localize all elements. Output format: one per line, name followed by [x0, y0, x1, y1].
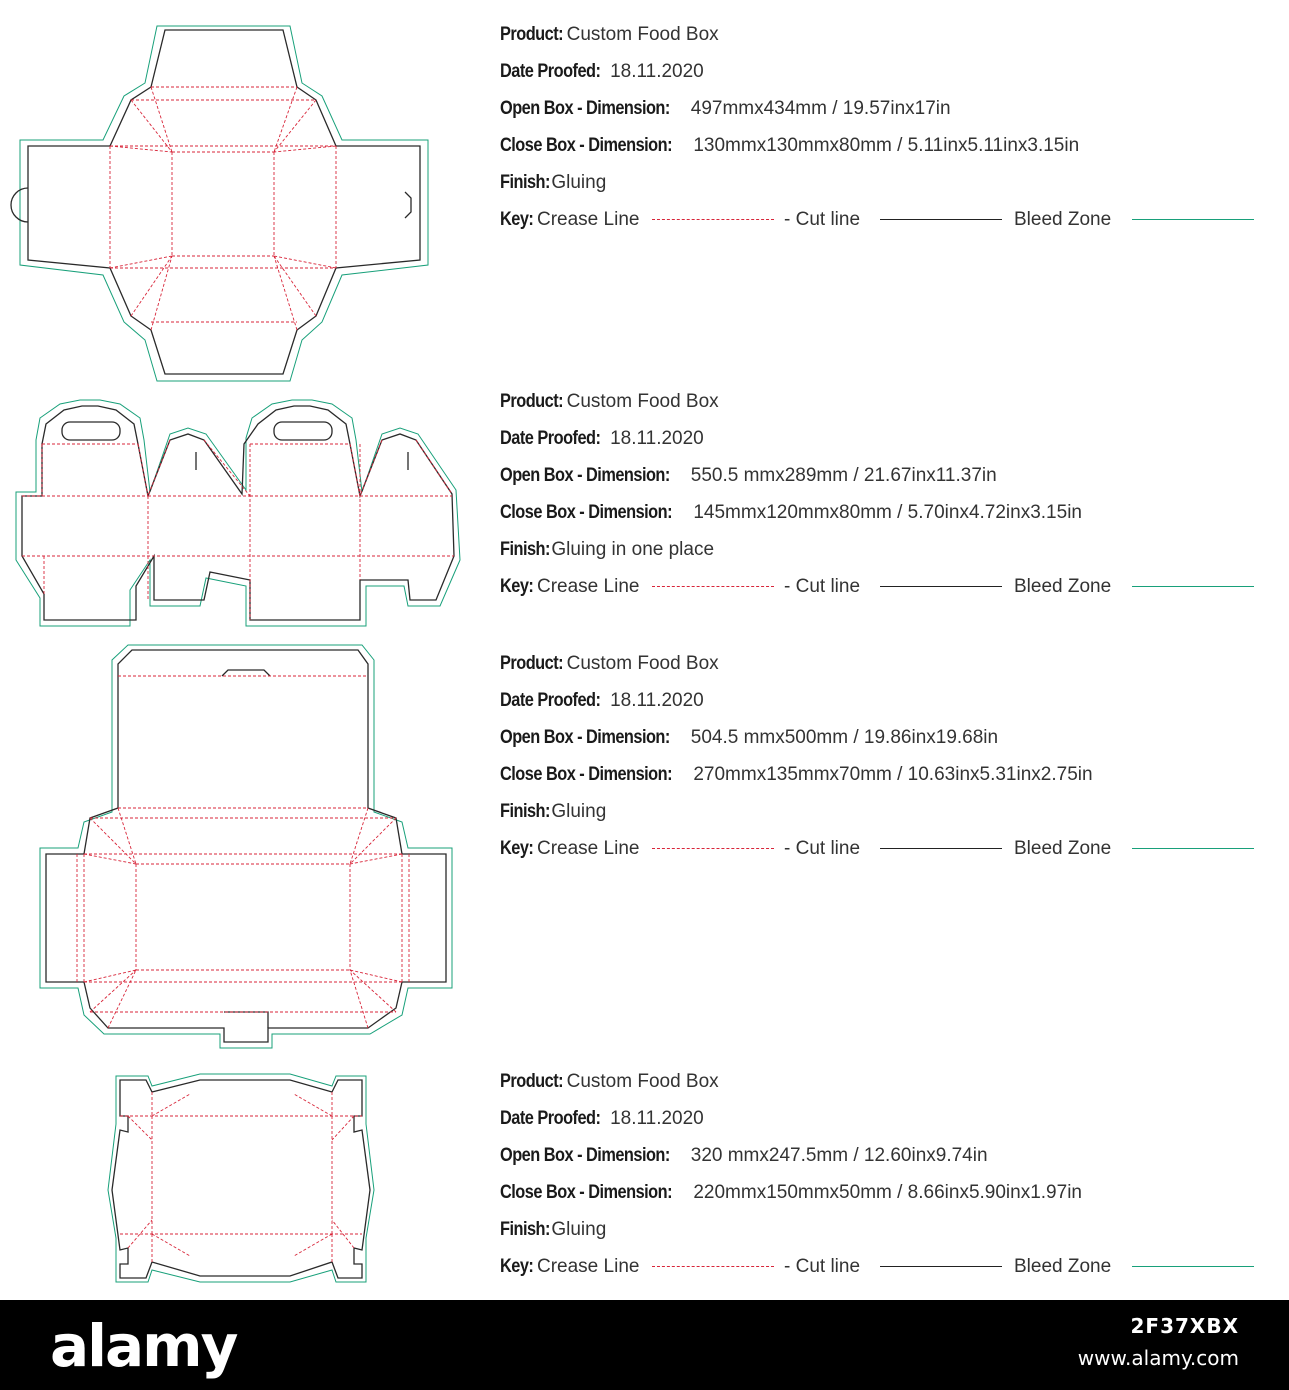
footer-bar — [0, 1300, 1289, 1390]
cut-line-label: - Cut line — [784, 209, 861, 230]
close-dimension-value: 270mmx135mmx70mm / 10.63inx5.31inx2.75in — [693, 764, 1093, 785]
finish-label: Finish: — [500, 1219, 550, 1240]
close-dimension-value: 220mmx150mmx50mm / 8.66inx5.90inx1.97in — [693, 1182, 1082, 1203]
product-row — [500, 16, 1280, 53]
image-id: 2F37XBX — [1130, 1314, 1239, 1338]
date-value: 18.11.2020 — [610, 690, 704, 711]
spec-block-3 — [500, 645, 1280, 867]
date-label: Date Proofed: — [500, 428, 601, 449]
footer-info — [1078, 1314, 1239, 1370]
open-dimension-label: Open Box - Dimension: — [500, 465, 670, 486]
product-label: Product: — [500, 1071, 564, 1092]
cut-line-label: - Cut line — [784, 838, 861, 859]
finish-value: Gluing in one place — [551, 539, 715, 560]
dieline-box-2 — [16, 400, 460, 626]
key-label: Key: — [500, 209, 534, 230]
finish-row — [500, 164, 1280, 201]
product-value: Custom Food Box — [566, 24, 719, 45]
site-link[interactable]: www.alamy.com — [1077, 1346, 1239, 1370]
bleed-zone-label: Bleed Zone — [1014, 1256, 1112, 1277]
date-label: Date Proofed: — [500, 690, 601, 711]
crease-line-sample — [652, 1266, 774, 1267]
crease-line-label: Crease Line — [537, 1256, 640, 1277]
close-dimension-value: 130mmx130mmx80mm / 5.11inx5.11inx3.15in — [693, 135, 1080, 156]
key-legend — [500, 201, 1280, 238]
open-dimension-row — [500, 719, 1280, 756]
close-dimension-row — [500, 127, 1280, 164]
key-label: Key: — [500, 838, 534, 859]
crease-line-label: Crease Line — [537, 838, 640, 859]
key-label: Key: — [500, 576, 534, 597]
spec-block-2 — [500, 383, 1280, 605]
product-value: Custom Food Box — [566, 391, 719, 412]
crease-line-sample — [652, 848, 774, 849]
finish-row — [500, 531, 1280, 568]
product-label: Product: — [500, 391, 564, 412]
finish-label: Finish: — [500, 172, 550, 193]
date-row — [500, 1100, 1280, 1137]
bleed-zone-sample — [1132, 1266, 1254, 1267]
date-value: 18.11.2020 — [610, 1108, 704, 1129]
open-dimension-value: 320 mmx247.5mm / 12.60inx9.74in — [690, 1145, 988, 1166]
cut-line-label: - Cut line — [784, 576, 861, 597]
product-value: Custom Food Box — [566, 653, 719, 674]
dieline-box-3 — [40, 645, 452, 1048]
product-row — [500, 1063, 1280, 1100]
close-dimension-row — [500, 494, 1280, 531]
open-dimension-label: Open Box - Dimension: — [500, 98, 670, 119]
close-dimension-row — [500, 1174, 1280, 1211]
date-row — [500, 682, 1280, 719]
date-label: Date Proofed: — [500, 1108, 601, 1129]
bleed-zone-sample — [1132, 586, 1254, 587]
brand-logo[interactable]: alamy — [50, 1312, 237, 1380]
cut-line-label: - Cut line — [784, 1256, 861, 1277]
close-dimension-value: 145mmx120mmx80mm / 5.70inx4.72inx3.15in — [693, 502, 1082, 523]
crease-line-sample — [652, 219, 774, 220]
product-row — [500, 383, 1280, 420]
cut-line-sample — [880, 1266, 1002, 1267]
date-value: 18.11.2020 — [610, 61, 704, 82]
key-legend — [500, 830, 1280, 867]
bleed-zone-label: Bleed Zone — [1014, 209, 1112, 230]
close-dimension-label: Close Box - Dimension: — [500, 502, 673, 523]
dieline-box-1 — [11, 26, 428, 381]
crease-line-sample — [652, 586, 774, 587]
open-dimension-value: 550.5 mmx289mm / 21.67inx11.37in — [690, 465, 997, 486]
product-row — [500, 645, 1280, 682]
close-dimension-label: Close Box - Dimension: — [500, 1182, 673, 1203]
open-dimension-value: 497mmx434mm / 19.57inx17in — [690, 98, 951, 119]
open-dimension-label: Open Box - Dimension: — [500, 1145, 670, 1166]
finish-value: Gluing — [551, 172, 607, 193]
open-dimension-label: Open Box - Dimension: — [500, 727, 670, 748]
crease-line-label: Crease Line — [537, 209, 640, 230]
product-label: Product: — [500, 24, 564, 45]
crease-line-label: Crease Line — [537, 576, 640, 597]
cut-line-sample — [880, 219, 1002, 220]
close-dimension-label: Close Box - Dimension: — [500, 764, 673, 785]
product-value: Custom Food Box — [566, 1071, 719, 1092]
spec-block-4 — [500, 1063, 1280, 1285]
open-dimension-row — [500, 1137, 1280, 1174]
close-dimension-label: Close Box - Dimension: — [500, 135, 673, 156]
finish-value: Gluing — [551, 1219, 607, 1240]
open-dimension-row — [500, 90, 1280, 127]
date-row — [500, 420, 1280, 457]
date-row — [500, 53, 1280, 90]
close-dimension-row — [500, 756, 1280, 793]
finish-label: Finish: — [500, 801, 550, 822]
key-legend — [500, 568, 1280, 605]
open-dimension-row — [500, 457, 1280, 494]
bleed-zone-sample — [1132, 848, 1254, 849]
finish-row — [500, 1211, 1280, 1248]
bleed-zone-sample — [1132, 219, 1254, 220]
bleed-zone-label: Bleed Zone — [1014, 838, 1112, 859]
date-value: 18.11.2020 — [610, 428, 704, 449]
spec-block-1 — [500, 16, 1280, 238]
date-label: Date Proofed: — [500, 61, 601, 82]
finish-row — [500, 793, 1280, 830]
key-legend — [500, 1248, 1280, 1285]
key-label: Key: — [500, 1256, 534, 1277]
finish-value: Gluing — [551, 801, 607, 822]
dieline-box-4 — [108, 1074, 374, 1282]
finish-label: Finish: — [500, 539, 550, 560]
product-label: Product: — [500, 653, 564, 674]
bleed-zone-label: Bleed Zone — [1014, 576, 1112, 597]
cut-line-sample — [880, 586, 1002, 587]
dieline-diagrams — [0, 0, 480, 1300]
cut-line-sample — [880, 848, 1002, 849]
open-dimension-value: 504.5 mmx500mm / 19.86inx19.68in — [690, 727, 999, 748]
